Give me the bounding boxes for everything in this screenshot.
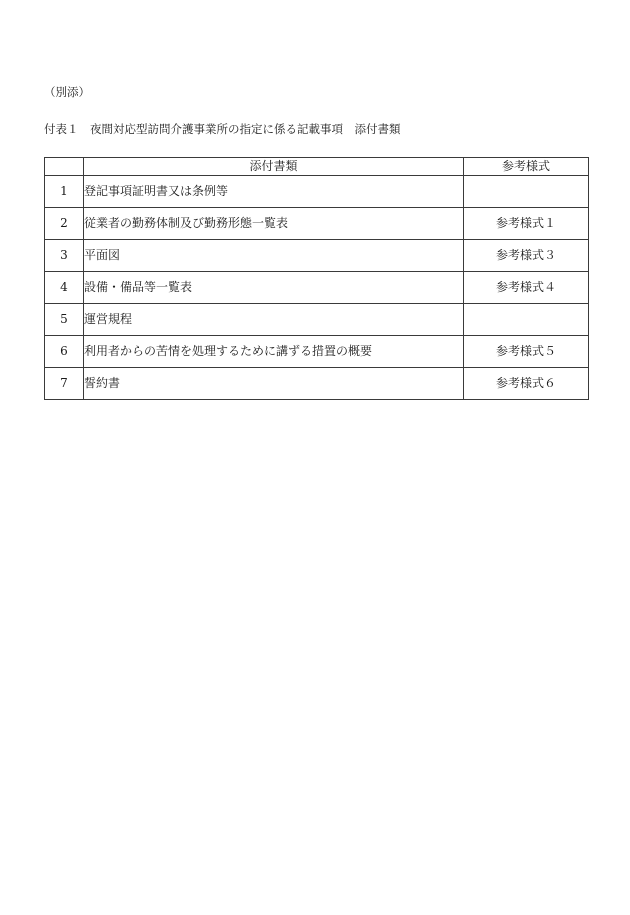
row-number: 7 — [45, 368, 84, 400]
table-header-row — [45, 158, 589, 176]
row-number: 5 — [45, 304, 84, 336]
table-row — [45, 336, 589, 368]
row-document: 運営規程 — [84, 304, 464, 336]
header-number — [45, 158, 84, 176]
attachments-table — [44, 157, 589, 400]
header-reference: 参考様式 — [464, 158, 589, 176]
attachment-note: （別添） — [44, 85, 90, 99]
table-row — [45, 272, 589, 304]
table-row — [45, 240, 589, 272]
row-reference: 参考様式６ — [464, 368, 589, 400]
row-number: 4 — [45, 272, 84, 304]
table-row — [45, 368, 589, 400]
row-reference: 参考様式４ — [464, 272, 589, 304]
row-document: 誓約書 — [84, 368, 464, 400]
table-row — [45, 208, 589, 240]
table-caption: 付表１ 夜間対応型訪問介護事業所の指定に係る記載事項 添付書類 — [44, 122, 401, 136]
row-reference: 参考様式１ — [464, 208, 589, 240]
row-document: 従業者の勤務体制及び勤務形態一覧表 — [84, 208, 464, 240]
row-reference: 参考様式３ — [464, 240, 589, 272]
row-document: 設備・備品等一覧表 — [84, 272, 464, 304]
row-document: 登記事項証明書又は条例等 — [84, 176, 464, 208]
row-reference — [464, 304, 589, 336]
table-row — [45, 304, 589, 336]
row-reference — [464, 176, 589, 208]
row-number: 1 — [45, 176, 84, 208]
table-row — [45, 176, 589, 208]
row-document: 平面図 — [84, 240, 464, 272]
row-number: 3 — [45, 240, 84, 272]
row-number: 2 — [45, 208, 84, 240]
row-number: 6 — [45, 336, 84, 368]
row-reference: 参考様式５ — [464, 336, 589, 368]
row-document: 利用者からの苦情を処理するために講ずる措置の概要 — [84, 336, 464, 368]
header-document: 添付書類 — [84, 158, 464, 176]
